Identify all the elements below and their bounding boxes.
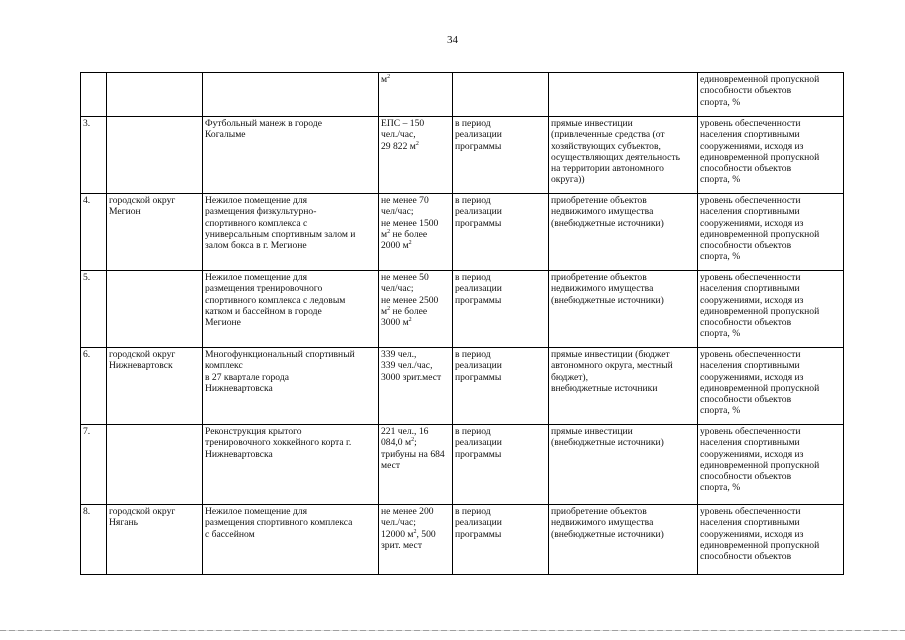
cell-municipality: городской округ Нижневартовск bbox=[107, 348, 203, 425]
cell-number: 4. bbox=[81, 194, 107, 271]
table-row bbox=[81, 117, 844, 194]
cell-number: 8. bbox=[81, 505, 107, 575]
scan-bottom-edge bbox=[0, 630, 905, 631]
table-row bbox=[81, 505, 844, 575]
cell-municipality: городской округ Нягань bbox=[107, 505, 203, 575]
cell-indicator: уровень обеспеченности населения спортивными сооружениями, исходя из единовременной пропускной способности объектов спорта, % bbox=[698, 117, 844, 194]
cell-funding: прямые инвестиции (бюджет автономного округа, местный бюджет), внебюджетные источники bbox=[549, 348, 698, 425]
cell-indicator: уровень обеспеченности населения спортивными сооружениями, исходя из единовременной пропускной способности объектов спорта, % bbox=[698, 348, 844, 425]
cell-municipality bbox=[107, 117, 203, 194]
cell-funding: прямые инвестиции (внебюджетные источники) bbox=[549, 425, 698, 505]
cell-municipality: городской округ Мегион bbox=[107, 194, 203, 271]
cell-number: 3. bbox=[81, 117, 107, 194]
table-row bbox=[81, 271, 844, 348]
cell-capacity: не менее 70 чел/час; не менее 1500 $м^2$ не более 2000 $м^2$ bbox=[379, 194, 453, 271]
cell-object: Многофункциональный спортивный комплекс в 27 квартале города Нижневартовска bbox=[203, 348, 379, 425]
objects-table bbox=[80, 72, 844, 575]
cell-object: Нежилое помещение для размещения спортивного комплекса с бассейном bbox=[203, 505, 379, 575]
cell-object: Футбольный манеж в городе Когалыме bbox=[203, 117, 379, 194]
table-row bbox=[81, 73, 844, 117]
cell-object bbox=[203, 73, 379, 117]
table-row bbox=[81, 348, 844, 425]
cell-object: Нежилое помещение для размещения тренировочного спортивного комплекса с ледовым катком и бассейном в городе Мегионе bbox=[203, 271, 379, 348]
cell-number: 7. bbox=[81, 425, 107, 505]
cell-capacity: не менее 50 чел/час; не менее 2500 $м^2$ не более 3000 $м^2$ bbox=[379, 271, 453, 348]
cell-capacity: $м^2$ bbox=[379, 73, 453, 117]
cell-period bbox=[453, 73, 549, 117]
cell-municipality bbox=[107, 271, 203, 348]
cell-period: в период реализации программы bbox=[453, 194, 549, 271]
table-row bbox=[81, 425, 844, 505]
cell-indicator: уровень обеспеченности населения спортивными сооружениями, исходя из единовременной пропускной способности объектов спорта, % bbox=[698, 271, 844, 348]
cell-funding: прямые инвестиции (привлеченные средства (от хозяйствующих субъектов, осуществляющих деятельность на территории автономного округа)) bbox=[549, 117, 698, 194]
cell-indicator: единовременной пропускной способности объектов спорта, % bbox=[698, 73, 844, 117]
cell-object: Нежилое помещение для размещения физкультурно- спортивного комплекса с универсальным спортивным залом и залом бокса в г. Мегионе bbox=[203, 194, 379, 271]
cell-object: Реконструкция крытого тренировочного хоккейного корта г. Нижневартовска bbox=[203, 425, 379, 505]
cell-municipality bbox=[107, 425, 203, 505]
table-row bbox=[81, 194, 844, 271]
cell-capacity: 339 чел., 339 чел./час, 3000 зрит.мест bbox=[379, 348, 453, 425]
cell-period: в период реализации программы bbox=[453, 271, 549, 348]
cell-capacity: ЕПС – 150 чел./час, 29 822 $м^2$ bbox=[379, 117, 453, 194]
cell-number: 6. bbox=[81, 348, 107, 425]
cell-number: 5. bbox=[81, 271, 107, 348]
page-number: 34 bbox=[447, 34, 458, 46]
cell-funding: приобретение объектов недвижимого имущества (внебюджетные источники) bbox=[549, 194, 698, 271]
cell-period: в период реализации программы bbox=[453, 117, 549, 194]
cell-capacity: не менее 200 чел./час; 12000 $м^2$, 500 зрит. мест bbox=[379, 505, 453, 575]
cell-funding: приобретение объектов недвижимого имущества (внебюджетные источники) bbox=[549, 271, 698, 348]
cell-funding: приобретение объектов недвижимого имущества (внебюджетные источники) bbox=[549, 505, 698, 575]
cell-indicator: уровень обеспеченности населения спортивными сооружениями, исходя из единовременной пропускной способности объектов спорта, % bbox=[698, 194, 844, 271]
cell-period: в период реализации программы bbox=[453, 425, 549, 505]
cell-period: в период реализации программы bbox=[453, 348, 549, 425]
cell-number bbox=[81, 73, 107, 117]
cell-period: в период реализации программы bbox=[453, 505, 549, 575]
cell-municipality bbox=[107, 73, 203, 117]
cell-capacity: 221 чел., 16 084,0 $м^2$; трибуны на 684 мест bbox=[379, 425, 453, 505]
cell-indicator: уровень обеспеченности населения спортивными сооружениями, исходя из единовременной пропускной способности объектов спорта, % bbox=[698, 425, 844, 505]
cell-funding bbox=[549, 73, 698, 117]
cell-indicator: уровень обеспеченности населения спортивными сооружениями, исходя из единовременной пропускной способности объектов bbox=[698, 505, 844, 575]
